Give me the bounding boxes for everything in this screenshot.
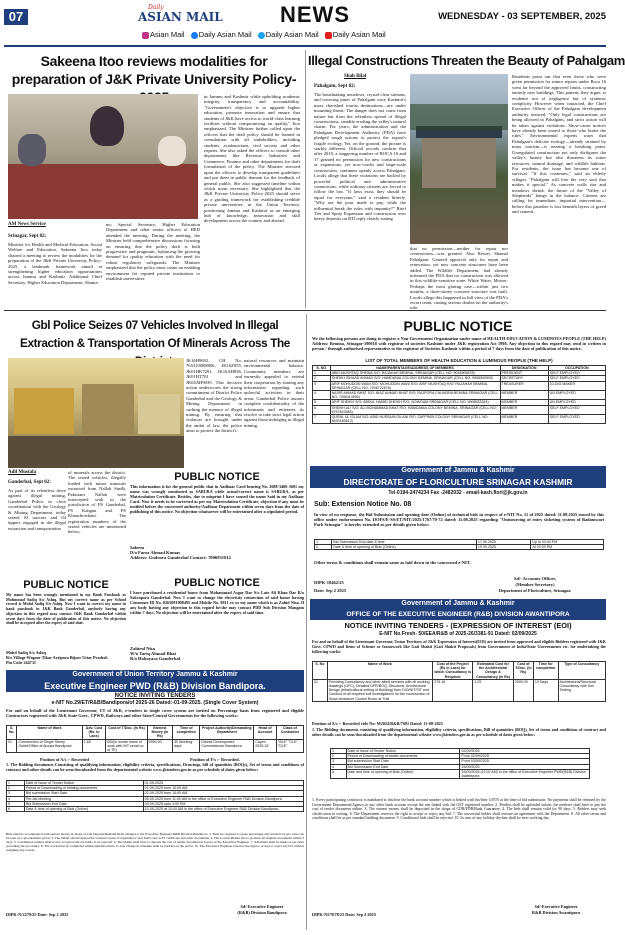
story2-byline: Shah Bilal — [344, 74, 367, 79]
bandipora-note: 1. The Bidding documents Consisting of qualifying information, eligibility criteria, specifications, Drawings, bill of quantities (BOQs), Set of terms and conditions of contract and other details can be seen/downloaded from the departmental website www.jktenders.gov.in as per schedule of dates given below; — [6, 762, 304, 772]
notice-signatory-parent: W/o Tariq Ahmad Bhat — [130, 651, 177, 656]
table-cell: SHEIKH ISHAAD AHMAD S/O: HAMDANIA COLONY BEMINA, SRINAGAR (CELL NO: 9906500500) — [330, 376, 500, 381]
table-cell: 10 Days — [533, 679, 558, 701]
table-cell: SELF EMPLOYED — [548, 371, 605, 376]
story2-photo — [410, 74, 508, 244]
floriculture-date: Date: Sep 2 2025 — [314, 588, 347, 593]
section-title: NEWS — [280, 2, 350, 27]
awantipora-ref-no: DIPK-NI/7678/25 Date: Sep 2 2025 — [312, 912, 376, 917]
table-cell: 02/09/2025 — [460, 749, 590, 754]
bandipora-position-as: Position of A/s :- Recorded — [40, 757, 89, 762]
table-cell: 3 — [331, 759, 347, 764]
table-row — [313, 415, 606, 424]
notice-title: PUBLIC NOTICE — [174, 577, 260, 589]
table-cell: NASIR AHMAD BHAT S/O: NIAZ AHMAD BHAT R/O: RAJPORA CHUNDRA BEMINA SRINAGAR (CELL NO: 7006114905) — [331, 391, 499, 400]
table-row — [313, 405, 606, 414]
story3-col2: of minerals across the district. The seized vehicles, illegally loaded with minor minerals extracted from Nallah Sindh, Pakistani Nallah were intercepted with in the jurisdiction of PS Ganderbal, PS Kangan and PS Khanchowhani. The registration numbers of the seized vehicles are mentioned below; — [68, 470, 126, 535]
table-cell: Up to 02:00 PM — [531, 540, 604, 545]
table-row — [313, 371, 606, 376]
table-cell: 6 — [7, 807, 25, 812]
health-notice-intro: We the following persons are doing to register a Non-Government Organization under name of HEALTH EDUCATION & LUMINOUS PEOPLE (THE HELP) Address: Bemina, Srinagar-190018 with registrar of societies Kashmir under J&K registration Act 1998. Any objection in this regard may send in written in person / through authorised representative to the registrar of Societies Kashmir within a period of 7 days from the date of publication of this notice. — [312, 336, 606, 351]
notice-body: I have purchased a residential house from Mohammad Asgar Dar S/o Late Ali Khan Dar R/o Sokrapora Ganderbal. Now I want to change the electricity connection of said house having Consumer ID No. 0265081000495 and Mobile No. 9811 xx xx my name which is as Zahid Nisa. If any body having any objection to this regard he/she may contact PDD Sub Division Mangam within 7 days. No objection will be entertained after the expiry of said time. — [130, 590, 304, 615]
table-cell: 01-09-2025 — [143, 781, 303, 786]
table-row — [313, 381, 606, 390]
members-table — [312, 365, 606, 424]
story3-col1: As part of its relentless drive against illegal mining, Ganderbal Police in close coordination with the Geology & Mining Department, today seized 03 tractors and 04 tippers engaged in the illegal extraction and transportation — [8, 488, 66, 531]
table-header — [7, 726, 304, 740]
story3-col3: JK16H9692, CH No. 76531008808K, JK16Z855, JK01HK7291, JK16AH836, JK01HT701 and JK04AH9039. This decisive action underscores the strong commitment of District Police Ganderbal and the Geology & Mining Department in curbing the menace of illegal mining. By ensuring that violators are brought under the ambit of law, the police aims to protect the district's — [186, 358, 242, 434]
table-cell: 01-09-2025 from 10:00 AM — [143, 786, 303, 791]
social-twitter[interactable] — [258, 30, 319, 39]
table-cell: Bid Submission End date & time — [332, 540, 477, 545]
table-cell: 1 — [7, 781, 25, 786]
notice-signatory: Saleem — [130, 545, 145, 550]
awantipora-position: Position of A/s :- Recorded vide No: M2024/R&B/7681 Dated: 13-08-2025 — [312, 721, 443, 726]
social-twitter-label: Daily Asian Mail — [265, 30, 319, 39]
table-cell: Bid Submission End Date — [346, 764, 460, 769]
table-cell: Date and time of opening of Bids (Online) — [346, 769, 460, 778]
table-cell: 30 Working days — [173, 739, 200, 753]
floriculture-ref-no: DIPK-18462/25 — [314, 580, 344, 585]
table-cell: 4 — [7, 796, 25, 801]
col-header: Cost of T/Doc. (in Rs) — [513, 662, 533, 680]
instagram-icon — [142, 32, 149, 39]
photo-figure-left — [18, 134, 46, 166]
bandipora-signature: Sd/-Executive Engineer — [240, 904, 284, 909]
col-header: Class of Contractor — [276, 726, 303, 740]
table-cell: 6 — [313, 405, 331, 414]
table-row — [315, 545, 604, 550]
table-cell: ABID MUSHTAQ SHEWA S/O: RAJAHAH BEMINA, SRINAGAR (CELL NO: 9018905878) — [330, 371, 500, 376]
public-notice-electricity — [130, 576, 304, 666]
table-cell: 4 — [313, 391, 331, 400]
story2-headline: Illegal Constructions Threaten the Beauty of Pahalgam — [308, 53, 625, 68]
col-header: Type of Consultancy — [558, 662, 605, 680]
table-cell: 5 — [331, 769, 347, 778]
col-header: Project Authority/Demanding Department — [200, 726, 254, 740]
table-row — [7, 739, 304, 753]
story1-headline: Sakeena Itoo reviews modalities for preparation of J&K Private University Policy- — [11, 53, 297, 87]
photo-truck-3 — [138, 394, 180, 434]
floriculture-subject: Sub: Extension Notice No. 08 — [314, 501, 412, 508]
table-cell: 600(in words name of work with NIT serial no. of TE) — [106, 739, 147, 753]
floriculture-gov-band: Government of Jammu & Kashmir — [310, 466, 606, 476]
awantipora-works-table — [312, 661, 606, 719]
bandipora-gov-band: Government of Union Territory Jammu & Kashmir — [6, 670, 304, 680]
story1-col2: nu; Special Secretary, Higher Education Department and other senior officers of HED attended the meeting. During the meeting, the Minister held comprehensive discussions focusing on ensuring that the policy draft is both progressive and pragmatic, balancing the growing demand for quality education with the need for robust regulatory safeguards. The Minister emphasized that the policy must create an enabling environment for reputed private institutions to establish universities — [106, 222, 200, 282]
photo-building — [422, 136, 496, 188]
story2-col1: The breathtaking meadows, crystal-clear streams, and towering pines of Pahalgam once Kashmir's most cherished tourist destinations—are under mounting threat. The danger does not come from nature but from the relentless spread of illegal constructions, steadily eroding the valley's natural charm. For years, the administration and the Pahalgam Development Authority (PDA) have pledged tough actions to protect the region's fragile ecology. Yet, on the ground, the picture is starkly different. Official records confirm that after 2019, a staggering number of BOCA 16 and 17 granted no permission for new constructions or expansions, yet now-cracks and large-scale construction, continues openly across Pahalgam. Locals allege that these violations are backed by powerful political and administrative connections, while ordinary citizens are forced to follow the law. "If laws exist, they should be equal for everyone," said a resident bitterly. "Why are the poor made to pay, while the influential break the rules with impunity?" Brief Tier and Spray Expansion and construction over heavy deposits on RTI reply clearly stating — [314, 92, 406, 222]
col-header: Estimated Cost for the Architectural Design & Consultancy (in Rs) — [473, 662, 514, 680]
col-header: S. No — [313, 662, 328, 680]
vertical-rule-top — [305, 50, 306, 308]
table-cell: At 03:00 PM — [531, 545, 604, 550]
table-cell: SELF EMPLOYED — [548, 405, 605, 414]
notice-body: My name has been wrongly mentioned in my Bank Passbook as Mohmmad Sadiq S/o Ashiq. But my correct name as per School record is Mohd Sadiq S/o Ashiq. Now I want to correct my name in bank passbook in J&K Bank Ganderbal, anybody having any objection in this regard may contact J&K Bank Ganderbal within seven days from the date of publication of this notice. No objection shall be accepted after the expiry of said date. — [6, 592, 126, 626]
table-cell: 2 — [315, 545, 332, 550]
bandipora-intro: For and on behalf of the Lieutenant Governor, UT of J&K, e-tenders in single cover system are invited on Percentage basis from registered and eligible Contractors registered with J&K State Govt., CPWD, Railways and other State/Central Governments for the following works: — [6, 708, 304, 718]
bandipora-schedule — [6, 780, 304, 830]
table-cell: SELF EMPLOYED — [548, 376, 605, 381]
table-cell: 15/09/2025 — [460, 764, 590, 769]
table-cell: 01 — [313, 679, 328, 701]
bandipora-position-fs: Position of F/s :- Recorded. — [190, 757, 240, 762]
bandipora-works-table — [6, 725, 304, 755]
table-cell: Period of Downloading of bidding documents — [24, 786, 143, 791]
col-header: NAME/PARENTAGE/ADDRESS OF MEMBERS — [330, 366, 500, 371]
table-cell: 16/09/2025 (11:00 AM) in the office of Executive Engineer PWD(R&B) Division Awantipora — [460, 769, 590, 778]
table-cell: From 02/09/2025 — [460, 754, 590, 759]
table-cell: 5 — [7, 801, 25, 806]
col-header: Name of Work — [17, 726, 82, 740]
table-row — [313, 391, 606, 400]
notice-signatory: Mohd Sadiq S/o Ashiq — [6, 650, 46, 655]
table-cell: ARIF SHEIKH S/O: ABDUL HAMID SHEIKH R/O: NOWGAM SRINAGAR (CELL NO: 9906533344) — [330, 400, 500, 405]
table-cell: Pre-bid Meeting — [24, 796, 143, 801]
floriculture-contact: Tel-0194-2474234 Fax -2482032 - email-kash.flori@jk.gov.in — [388, 490, 528, 496]
table-row — [7, 796, 304, 801]
table-cell: 275.18 — [433, 679, 473, 701]
logo — [132, 4, 228, 26]
social-facebook[interactable] — [191, 30, 252, 39]
floriculture-dates-table — [314, 539, 604, 557]
issue-date: WEDNESDAY - 03 SEPTEMBER, 2025 — [438, 11, 606, 22]
masthead-rule — [4, 45, 606, 47]
page-number: 07 — [4, 9, 28, 25]
photo-figure-right — [158, 136, 186, 166]
table-cell: Bid submission Start Date. — [24, 791, 143, 796]
table-row — [331, 769, 590, 778]
masthead — [0, 0, 610, 45]
social-youtube-label: Daily Asian Mail — [332, 30, 386, 39]
story3-headline: Gbl Police Seizes 07 Vehicles Involved In Illegal Extraction & Transportation Of Minerals Across The — [20, 318, 290, 350]
youtube-icon — [325, 32, 332, 39]
table-cell: TREASURER — [500, 381, 548, 390]
notice-signatory-address: R/o Village Wagoor Tikar Arziporo Bijoor Uttar Pradesh — [6, 655, 108, 660]
story3-col4: natural resources and maintain environmental balance. Community members are earnestly appealed to extend their cooperation by sharing any information regarding such unlawful activities in their areas. Ganderbal Police assures complete confidentiality of the informants and reiterates its resolve to take strict legal action against those indulging in illegal mining. — [244, 358, 304, 428]
col-header: S. NO — [313, 366, 331, 371]
health-members-title: LIST OF TOTAL MEMBERS OF HEALTH EDUCATION & LUMINOUS PEOPLE (THE HELP) — [365, 358, 553, 363]
public-notice-bank — [6, 578, 126, 670]
table-cell: 2950.00 — [147, 739, 172, 753]
health-members-table — [312, 365, 606, 457]
table-cell: Architectural/Structural Consultancy with Soil Testing — [558, 679, 605, 701]
story1-dateline: Srinagar, Sept 02: — [8, 234, 47, 239]
table-cell: 09-09-2025 upto 4:00 PM — [143, 801, 303, 806]
notice-signatory-parent: D/o Faroz Ahmad Kumar — [130, 550, 181, 555]
story1-col3: in Jammu and Kashmir while upholding academic integrity, transparency and accountability. "Government's objective is to upgrade higher education, promote innovation and ensure that students of J&K have access to world-class learning facilities without compromising on quality," Itoo emphasized. The Minister further called upon the officers that the draft policy should be framed in consultation with all stakeholders, including students, academicians, civil society and other experts. She also asked the officers to consult other departments like Revenue, Industries and Commerce, Finance and other departments for draft formulation of the policy. The Minister stressed upon the officers to develop transparent guidelines and put them in public domain for the feedback of general public. She also suggested timeline within which norm necessary. She highlighted that the J&K Private University Policy-2025 should serve as a guiding framework for establishing credible private universities in the Union Territory, positioning Jammu and Kashmir as an emerging hub of knowledge, innovation and skill development across the country and abroad. — [204, 94, 300, 224]
logo-tagline: Daily — [148, 4, 164, 11]
table-cell: MEMBER — [500, 415, 548, 424]
col-header: Cost of the Project (Rs in Lacs) for which Consultancy is Required — [434, 662, 472, 679]
floriculture-footer: Other terms & conditions shall remain same as laid down in the concerned e-NIT. — [314, 560, 471, 565]
story3-dateline: Ganderbal, Sept 02: — [8, 480, 51, 485]
awantipora-signature: Sd/-Executive Engineer — [534, 904, 578, 909]
table-cell: Construction of Single Storey Outlet/Office at Aloosa Bandipora — [17, 739, 82, 753]
table-cell: 2 — [313, 376, 331, 381]
table-cell: 19.09.2025 — [476, 545, 531, 550]
table-cell: 02-09-2025 from 10:00 AM — [143, 791, 303, 796]
col-header: OCCUPATION — [548, 366, 605, 371]
notice-signatory-address: Address: Gudoora Ganderbal Contact: 7006931812 — [130, 555, 231, 560]
awantipora-conditions: 1. Every participating contractor is mandated to disclose the bank account number which is linked with his/their GSTN at the time of bid submission. No payments shall be released by the Government Department/Agency to any other bank account except the one linked with the GST registered number. 2. Tenders shall be uploaded online; the tenderer shall have to pay the cost of tender document online. 3. The earnest money shall be deposited in the shape of CDR/FDR/Bank Guarantee. 4. The bids shall remain valid for 90 days. 5. Bidders may seek clarification in writing. 6. The Department reserves the right to accept or reject any bid. 7. The successful bidder shall execute an agreement with the Department. 8. All other terms and conditions shall be as per standard bidding document. 9. Conditional bids shall be rejected. 10. In case of any holiday the date shall be next working day. — [312, 798, 606, 821]
notice-signatory: Zahirul Nisa — [130, 646, 155, 651]
floriculture-title-band: DIRECTORATE OF FLORICULTURE SRINAGAR KASHMIR — [310, 476, 606, 488]
bandipora-nit-ref: e-NIT No.29/ET/R&B/Bandipora/of 2025-26 Dated:-01-09-2025. (Single Cover System) — [51, 700, 259, 706]
table-row — [313, 400, 606, 405]
table-cell: QURAL UL ISLAM S/O: ABID HUSSAIN GILANI R/O: ZAFFRAN COLONY SRINAGAR (CELL NO: 8493183813) — [330, 415, 500, 424]
table-cell: Capex 2025-26 — [254, 739, 277, 753]
vertical-rule-bottom — [306, 314, 307, 930]
photo-person — [90, 106, 124, 146]
table-cell: 2000.00 — [513, 679, 533, 701]
photo-truck-2 — [82, 384, 134, 434]
social-facebook-label: Daily Asian Mail — [198, 30, 252, 39]
table-cell: Period of Downloading of bidder documents — [346, 754, 460, 759]
table-cell: 1.25 — [473, 679, 514, 701]
story1-col1: Minister for Health and Medical Education, Social Welfare and Education, Sakeena Itoo today chaired a meeting to review the modalities for the preparation of the J&K Private University Policy-2025, a landmark framework aimed at strengthening higher education opportunities across Jammu and Kashmir. Additional Chief Secretary, Higher Education Department, Shanta- — [8, 242, 102, 285]
story1-photo — [8, 94, 198, 219]
story2-col3: Residents point out that even those who were given permission for minor repairs under Boca 16 went far beyond the approved limits, constructing entirely new buildings. This pattern, they argue, is evidence not of negligence but of systemic complicity. However when contacted, the Chief Executive Officer of the Pahalgam development authority insisted, "Only legal constructions are being allowed in Pahalgam, and strict action will be taken against violations. Show-cause notices have already been issued to those who broke the rules." Environmental experts warn that Pahalgam's delicate ecology—already strained by mass tourism—is nearing a breaking point. Unregulated construction not only disfigures the valley's beauty but also threatens its water resources, natural drainage, and wildlife habitats. For residents, the issue has become one of survival. "If this continues," said an elderly villager, "Pahalgam will lose the very soul that makes it special." As concrete walls rise and meadows shrink, the future of the "Valley of Shepherds" hangs in the balance. Citizens are calling for immediate, impartial intervention—before this paradise is lost beneath layers of greed and cement. — [512, 74, 606, 215]
table-cell: 1 — [313, 371, 331, 376]
col-header: Time for completion — [533, 662, 558, 680]
table-cell: MEMBER — [500, 391, 548, 400]
notice-body: This information is for the general public that in Aadhaar Card bearing No. 2688-3406-3601 my name was wrongly mentioned as SABURA while actual/correct name is SABURA, as per Matriculation Certificate. Besides, due to misprint I have caused the name Said in my Aadhaar Card. Now it needs to be corrected as per my Matriculation Certificate, objection if any must be notified before the concerned authority/Aadhaar Department within seven days from the date of publishing of this notice. No objection whatsoever will be entertained after a stipulated period. — [130, 484, 304, 514]
awantipora-title-band: OFFICE OF THE EXECUTIVE ENGINEER (R&B) DIVISION AWANTIPORA — [310, 609, 606, 620]
schedule-table — [6, 780, 304, 812]
col-header: S. No. — [7, 726, 17, 740]
rule-1 — [4, 310, 606, 311]
story2-dateline: Pahalgam, Sept 02: — [314, 84, 356, 89]
story3-byline: Adil Mustafa — [8, 470, 37, 475]
table-cell: 1.65 — [82, 739, 106, 753]
health-notice-title: PUBLIC NOTICE — [403, 318, 513, 334]
bandipora-conditions: Bids must be accompanied with earnest money in shape of Call Deposit/Demand Draft pledged to the Executive Engineer R&B Division Bandipora. 2. Bids are required to quote percentage above/below/at par; rates can be seen on e-procurement portal. 3. The bidder should upload the scanned copies of registration card, PAN card, GST certificate and other documents. 4. The Lowest Bidder has to produce all original documents within 3 days. 5. Conditional tenders shall not be accepted and are liable to be rejected. 6. The bidder shall have to deposit the cost of tender document in favour of the Executive Engineer. 7. Allotment shall be made as per rules governing the procedure. 8. The work must be completed within stipulated time. 9. Any change in schedule shall be notified on the portal. 10. The Executive Engineer reserves the right to accept or reject any bid without assigning any reason. — [6, 832, 304, 852]
social-youtube[interactable] — [325, 30, 386, 39]
col-header: Head of Account — [254, 726, 277, 740]
story1-byline: AM News Service — [8, 222, 46, 227]
col-header: DESIGNATION — [500, 366, 548, 371]
twitter-icon — [258, 32, 265, 39]
awantipora-nit-ref: E-NIT No.Fresh- 50/EEA/R&B of 2025-26/3381-91 Dated: 02/09/2025 — [379, 631, 537, 637]
table-cell: District Development Commissioner Bandipora — [200, 739, 254, 753]
bandipora-nit-title: NOTICE INVITING TENDERS — [114, 693, 196, 699]
col-header: Adv. Cost (Rs. In Lacs) — [82, 726, 106, 740]
table-cell: "BLE" "CLE" "DLE" — [276, 739, 303, 753]
story3-photo — [8, 358, 184, 468]
table-cell: ARIF MOHUDDIN WANI S/O: MOHUDDIN WANI R/O: ARIF MUSHTAQ R/O: RAJAHAH BEMINA, SRINAGAR (CELL NO: 7006722878) — [330, 381, 500, 390]
notice-signatory-address: R/o Hoboyara Ganderbal — [130, 656, 181, 661]
schedule-table — [330, 748, 590, 779]
social-instagram[interactable] — [142, 30, 185, 39]
table-cell: 01 — [7, 739, 17, 753]
table-cell: MEMBER — [500, 400, 548, 405]
table-cell: SHEIKH ALI S/O: ALI MOHAMMAD BHAT R/O: HAMDANIA COLONY BEMINA, SRINAGAR (CELL NO: 9797823983) — [330, 405, 500, 414]
awantipora-schedule — [330, 748, 590, 794]
logo-wordmark: ASIAN MAIL — [138, 10, 223, 24]
table-cell: PRESIDENT — [500, 371, 548, 376]
table-cell: UN EMPLOYED — [548, 391, 605, 400]
table-cell: 3 — [313, 381, 331, 390]
col-header: Earnest Money (In Rs) — [147, 726, 172, 740]
col-header: Time of completion — [173, 726, 200, 740]
table-cell: 5 — [313, 400, 331, 405]
table-cell: 10-DIG MAKER — [548, 381, 605, 390]
table-cell: Providing Consultancy and other allied services with all working drawings (GFC), Detailed DPR/BOQ, Structural, Architectural Design (tribal/cultural setting of Building) from DIO/NIT/SIT and Conduct of all required soil investigations for the construction of Snow clearance Control Room at Trail — [327, 679, 432, 701]
table-cell: Date of Issue of Tender Notice — [346, 749, 460, 754]
table-cell: Bid Submission End Date. — [24, 801, 143, 806]
awantipora-nit-title: NOTICE INVITING TENDERS - (EXPRESSION OF INTEREST (EOI) — [344, 621, 572, 630]
table-cell: MEMBER — [500, 405, 548, 414]
table-cell: 3 — [7, 791, 25, 796]
works-table — [312, 661, 606, 702]
col-header: Name of Work — [327, 662, 432, 680]
table-cell: Date & time of opening of Bids (Online) — [24, 807, 143, 812]
notice-title: PUBLIC NOTICE — [174, 471, 260, 483]
public-notice-aadhaar — [130, 470, 304, 576]
table-cell: 7 — [313, 415, 331, 424]
table-cell: Date & time of opening of Bids (Online) — [332, 545, 477, 550]
facebook-icon — [191, 32, 198, 39]
table-cell: 2 — [331, 754, 347, 759]
bandipora-ref-no: DIPK-N/2279/25 Date: Sep 2 2025 — [6, 912, 69, 917]
floriculture-body: In view of no response, the Bid Submission and opening date (Online) of technical bids in respect of e-NIT No. 11 of 2025 dated: 11.08.2025 issued by this office under endorsement No. DOFS/E-SS/ET/NIT/2025/1767/70-72 dated: 11.08.2025 regarding "Outsourcing of entry ticketing system of Badamwari Park Srinagar" is hereby extended as per details given below: — [314, 512, 604, 528]
works-table — [6, 725, 304, 753]
story2-col2: that no permission—neither for repair nor construction—was granted. Also Resort, Shamal Pahalgam: Granted approval only for repair and renovation, yet new concrete structures have been added. The Wildlife Department, had already informed the PDA that no construction was allowed in this wildlife-sensitive zone. White Water, Mower: Perhaps the most glaring case—within just two months, a three-storey concrete structure was built. Locals allege this happened in full view of the PDA's escort team, casting serious doubts on the authority's role. — [410, 246, 508, 311]
bandipora-signature-office: (R&B) Division Bandipora — [237, 910, 287, 915]
table-cell: 10-09-2025 at 10:00 AM in the office of Executive Engineer R&B Division Bandipora. — [143, 807, 303, 812]
table-header — [313, 662, 606, 680]
table-cell: 4 — [331, 764, 347, 769]
table-row — [313, 376, 606, 381]
photo-truck-1 — [14, 388, 74, 434]
awantipora-signature-office: R&B Division Awantipora — [531, 910, 581, 915]
table-cell: UN EMPLOYED — [548, 400, 605, 405]
col-header: Cost of T/Doc. (In Rs) — [106, 726, 147, 740]
table-cell: 1 — [315, 540, 332, 545]
awantipora-gov-band: Government of Jammu & Kashmir — [310, 599, 606, 609]
social-links — [142, 29, 472, 41]
table-cell: 17.09.2025 — [476, 540, 531, 545]
photo-trees — [410, 104, 508, 130]
table-cell: 05-09-2025 from 11:00 AM in the office of Executive Engineer R&B Division Bandipora — [143, 796, 303, 801]
table-cell: 2 — [7, 786, 25, 791]
awantipora-note: 1. The Bidding documents consisting of qualifying information, eligibility criteria, specifications, Bill of quantities (BOQ), Set of terms and conditions of contract and other details can be seen/downloaded from the departmental website www.jktenders.gov.in as per schedule of dates given below: — [312, 727, 606, 737]
table-row — [313, 679, 606, 701]
table-row — [7, 807, 304, 812]
awantipora-intro: For and on behalf of the Lieutenant Governor, Union Territory of J&K Expression of Interest(EOI) are invited from approved and eligible Bidders registered with J&K Govt. CPWD and firms of Scheme or framework like Gati Shakti (Gati Shakti Proposals) from Government of India/State Governments etc. for undertaking the following works: — [312, 639, 606, 654]
table-cell: From 03/09/2025 — [460, 759, 590, 764]
photo-table — [8, 164, 198, 219]
floriculture-signature: Sd/- Accounts Officer, — [514, 576, 556, 581]
dates-table — [314, 539, 604, 550]
notice-signatory-pincode: Pin Code 244731 — [6, 660, 37, 665]
notice-title: PUBLIC NOTICE — [23, 579, 109, 591]
table-cell: SELF EMPLOYED — [548, 415, 605, 424]
photo-ground — [8, 436, 184, 468]
floriculture-signature-role: (Member Secretary) — [515, 582, 555, 587]
table-cell: Date of Issue of Tender Notice — [24, 781, 143, 786]
table-cell: SECRETARY — [500, 376, 548, 381]
social-instagram-label: Asian Mail — [150, 30, 185, 39]
table-cell: Bid submission Start Date — [346, 759, 460, 764]
floriculture-signature-dept: Department of Floriculture, Srinagar. — [498, 588, 572, 593]
table-cell: 1 — [331, 749, 347, 754]
bandipora-office-band: Executive Engineer PWD (R&B) Division Bandipora. — [6, 680, 304, 692]
